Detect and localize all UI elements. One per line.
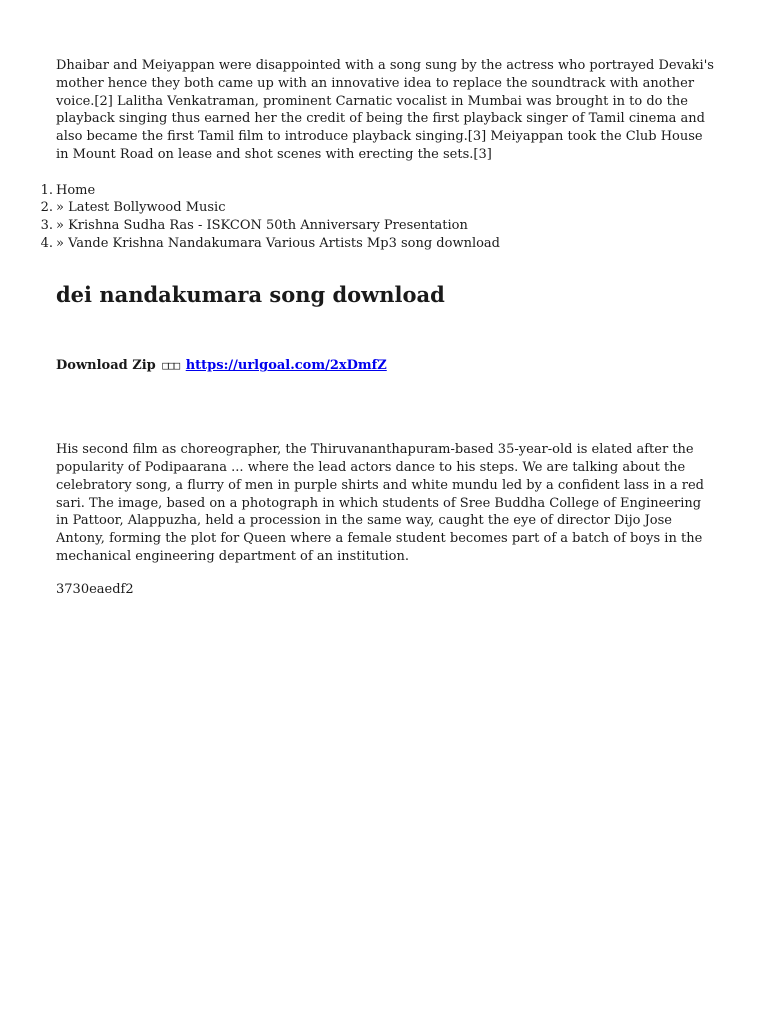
breadcrumb-label: » Vande Krishna Nandakumara Various Artists Mp3 song download xyxy=(56,235,500,251)
breadcrumb-number: 4. xyxy=(40,235,53,251)
download-label: Download Zip xyxy=(56,358,156,374)
breadcrumb-number: 2. xyxy=(40,200,53,216)
download-line xyxy=(56,357,714,375)
page-title: dei nandakumara song download xyxy=(56,282,445,308)
breadcrumb-label[interactable]: Home xyxy=(56,182,96,198)
missing-glyph-icon: □□□ xyxy=(162,359,180,373)
breadcrumb-number: 1. xyxy=(40,182,53,198)
breadcrumb-item-home[interactable] xyxy=(40,182,714,200)
breadcrumb-item-krishna-sudha-ras[interactable] xyxy=(40,217,714,235)
breadcrumb-label[interactable]: » Krishna Sudha Ras - ISKCON 50th Anniversary Presentation xyxy=(56,217,468,233)
footer-hash: 3730eaedf2 xyxy=(56,581,134,597)
intro-paragraph: Dhaibar and Meiyappan were disappointed with a song sung by the actress who portrayed Devaki's mother hence they both came up with an innovative idea to replace the soundtrack with another voice.[2] Lalitha Venkatraman, prominent Carnatic vocalist in Mumbai was brought in to do the playback singing thus earned her the credit of being the first playback singer of Tamil cinema and also became the first Tamil film to introduce playback singing.[3] Meiyappan took the Club House in Mount Road on lease and shot scenes with erecting the sets.[3] xyxy=(56,58,714,162)
download-link[interactable]: https://urlgoal.com/2xDmfZ xyxy=(185,358,387,374)
breadcrumb-label[interactable]: » Latest Bollywood Music xyxy=(56,200,226,216)
breadcrumb-number: 3. xyxy=(40,217,53,233)
breadcrumb xyxy=(40,182,714,252)
breadcrumb-item-latest-bollywood-music[interactable] xyxy=(40,199,714,217)
breadcrumb-item-vande-krishna xyxy=(40,235,714,253)
body-paragraph: His second film as choreographer, the Thiruvananthapuram-based 35-year-old is elated after the popularity of Podipaarana ... where the lead actors dance to his steps. We are talking about the celebratory song, a flurry of men in purple shirts and white mundu led by a confident lass in a red sari. The image, based on a photograph in which students of Sree Buddha College of Engineering in Pattoor, Alappuzha, held a procession in the same way, caught the eye of director Dijo Jose Antony, forming the plot for Queen where a female student becomes part of a batch of boys in the mechanical engineering department of an institution. xyxy=(56,442,704,564)
